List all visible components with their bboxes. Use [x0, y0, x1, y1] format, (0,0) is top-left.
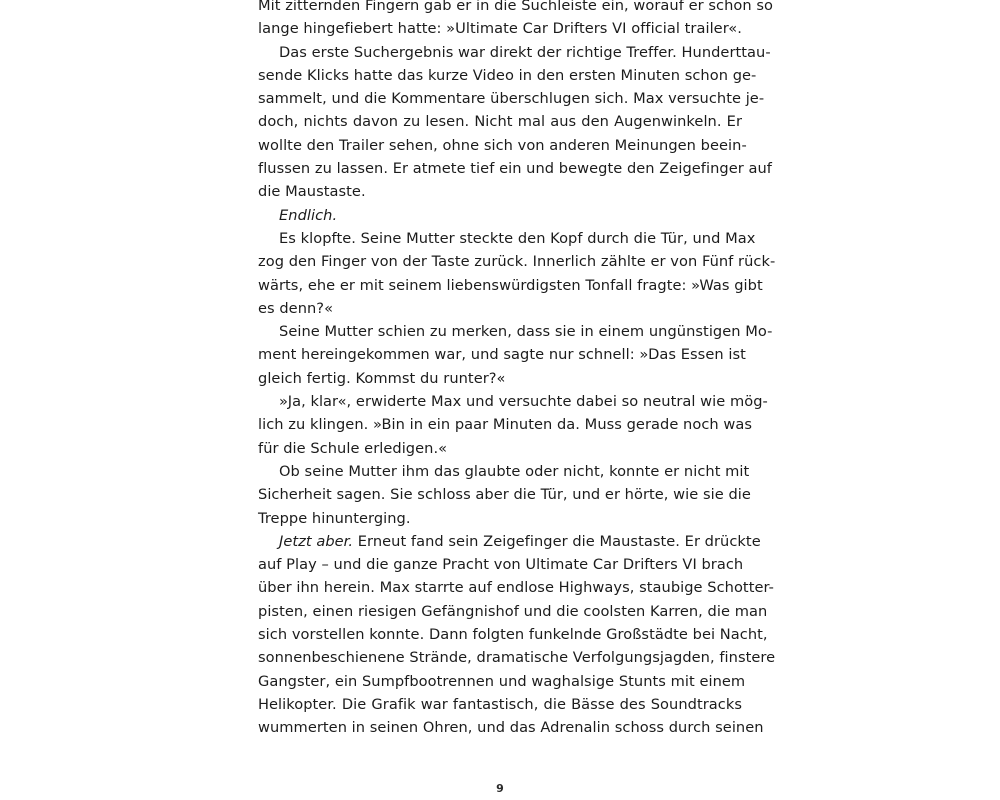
line-text: sammelt, und die Kommentare überschlugen sich. Max versuchte je-	[258, 90, 765, 108]
text-line	[258, 600, 768, 623]
text-line	[258, 646, 776, 669]
line-text: lich zu klingen. »Bin in ein paar Minuten da. Muss gerade noch was	[258, 416, 753, 434]
text-line	[258, 343, 746, 366]
line-text: doch, nichts davon zu lesen. Nicht mal aus den Augenwinkeln. Er	[258, 113, 742, 131]
line-text: ment hereingekommen war, und sagte nur schnell: »Das Essen ist	[258, 346, 746, 364]
text-line	[258, 274, 763, 297]
line-text: Es klopfte. Seine Mutter steckte den Kopf durch die Tür, und Max	[279, 229, 756, 247]
text-line	[258, 250, 776, 273]
line-text: Helikopter. Die Grafik war fantastisch, die Bässe des Soundtracks	[258, 695, 742, 713]
text-line	[258, 17, 742, 40]
line-text: sich vorstellen konnte. Dann folgten funkelnde Großstädte bei Nacht,	[258, 626, 768, 644]
text-line	[258, 320, 773, 343]
text-line	[258, 204, 742, 227]
line-text: Das erste Suchergebnis war direkt der richtige Treffer. Hunderttau-	[279, 43, 771, 61]
line-text: flussen zu lassen. Er atmete tief ein und bewegte den Zeigefinger auf	[258, 160, 772, 178]
line-text: sende Klicks hatte das kurze Video in den ersten Minuten schon ge-	[258, 66, 757, 84]
text-line	[258, 227, 756, 250]
text-line	[258, 483, 751, 506]
text-line	[258, 693, 742, 716]
text-line	[258, 716, 764, 739]
line-text: Mit zitternden Fingern gab er in die Suchleiste ein, worauf er schon so	[258, 0, 773, 14]
line-text: die Maustaste.	[258, 183, 366, 201]
text-line	[258, 623, 768, 646]
line-text: zog den Finger von der Taste zurück. Innerlich zählte er von Fünf rück-	[258, 253, 776, 271]
text-line	[258, 413, 753, 436]
text-line	[258, 134, 747, 157]
italic-text: Jetzt aber.	[279, 532, 354, 550]
line-text: Erneut fand sein Zeigefinger die Maustaste. Er drückte	[353, 532, 761, 550]
text-line	[258, 460, 750, 483]
text-line	[258, 41, 771, 64]
text-line	[258, 437, 742, 460]
text-line	[258, 180, 742, 203]
text-line	[258, 530, 761, 553]
line-text: wärts, ehe er mit seinem liebenswürdigsten Tonfall fragte: »Was gibt	[258, 276, 763, 294]
body-text	[258, 0, 776, 740]
page-number: 9	[496, 782, 504, 795]
line-text: über ihn herein. Max starrte auf endlose Highways, staubige Schotter-	[258, 579, 774, 597]
line-text: auf Play – und die ganze Pracht von Ultimate Car Drifters VI brach	[258, 556, 744, 574]
line-text: Ob seine Mutter ihm das glaubte oder nicht, konnte er nicht mit	[279, 462, 750, 480]
line-text: pisten, einen riesigen Gefängnishof und die coolsten Karren, die man	[258, 602, 768, 620]
line-text: Gangster, ein Sumpfbootrennen und waghalsige Stunts mit einem	[258, 672, 746, 690]
text-line	[258, 367, 742, 390]
line-text: es denn?«	[258, 299, 334, 317]
text-line	[258, 157, 772, 180]
text-line	[258, 87, 765, 110]
line-text: sonnenbeschienene Strände, dramatische Verfolgungsjagden, finstere	[258, 649, 776, 667]
italic-text: Endlich.	[279, 206, 338, 224]
line-text: Seine Mutter schien zu merken, dass sie in einem ungünstigen Mo-	[279, 323, 773, 341]
text-line	[258, 297, 742, 320]
line-text: wummerten in seinen Ohren, und das Adrenalin schoss durch seinen	[258, 719, 764, 737]
text-line	[258, 507, 742, 530]
line-text: wollte den Trailer sehen, ohne sich von anderen Meinungen beein-	[258, 136, 747, 154]
text-line	[258, 64, 757, 87]
text-line	[258, 390, 768, 413]
line-text: Treppe hinunterging.	[258, 509, 411, 527]
text-line	[258, 670, 746, 693]
text-line	[258, 110, 742, 133]
line-text: Sicherheit sagen. Sie schloss aber die Tür, und er hörte, wie sie die	[258, 486, 751, 504]
line-text: lange hingefiebert hatte: »Ultimate Car Drifters VI official trailer«.	[258, 20, 742, 38]
line-text: »Ja, klar«, erwiderte Max und versuchte dabei so neutral wie mög-	[279, 393, 768, 411]
text-line	[258, 553, 742, 576]
text-line	[258, 576, 774, 599]
line-text: für die Schule erledigen.«	[258, 439, 448, 457]
text-line	[258, 0, 773, 17]
line-text: gleich fertig. Kommst du runter?«	[258, 369, 506, 387]
